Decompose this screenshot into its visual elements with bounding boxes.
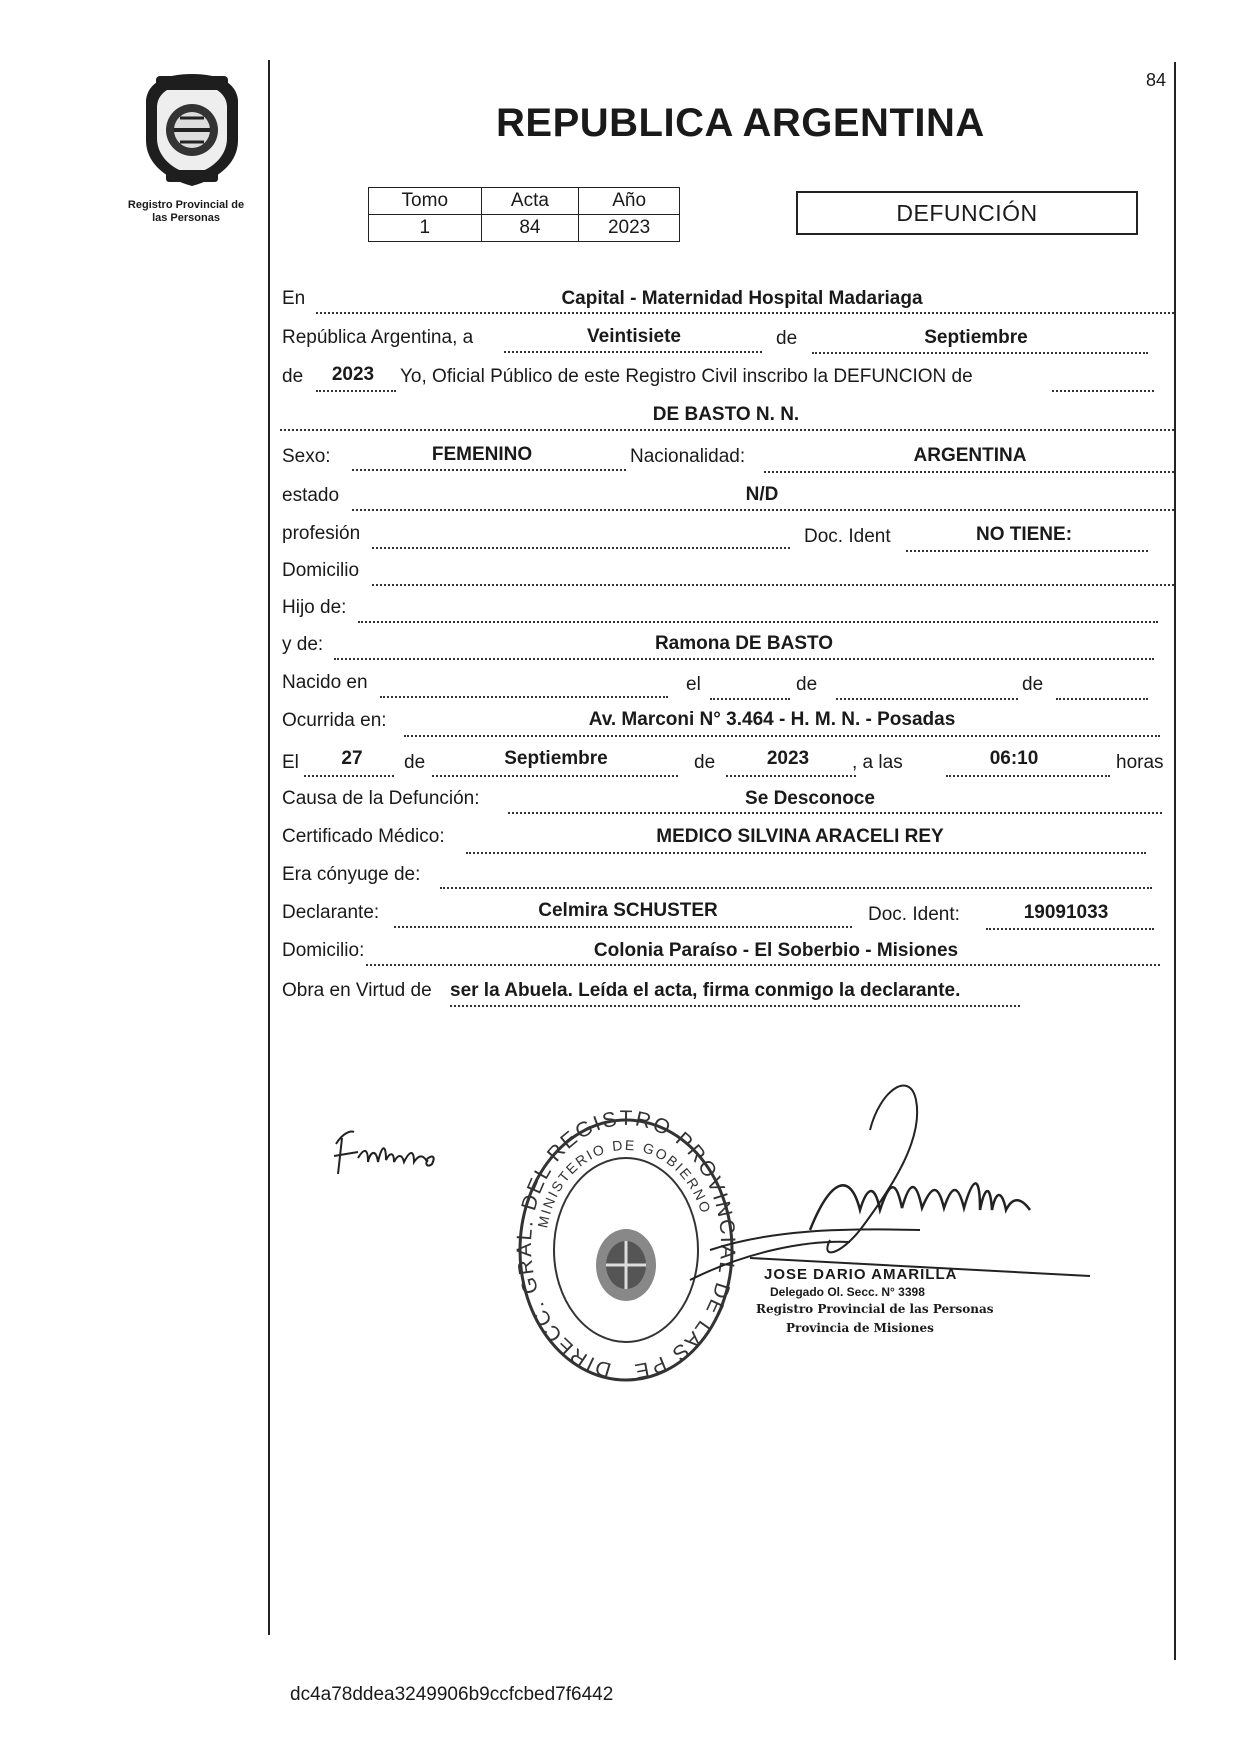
- conyuge-label: Era cónyuge de:: [282, 864, 421, 885]
- death-month-dotline: [432, 775, 678, 777]
- causa-label: Causa de la Defunción:: [282, 788, 480, 809]
- ocurrida-value: Av. Marconi N° 3.464 - H. M. N. - Posadas: [588, 709, 956, 730]
- nacido-de1-label: de: [796, 674, 818, 695]
- day-words-value: Veintisiete: [587, 326, 681, 347]
- acta-header: Acta: [481, 188, 579, 215]
- doc-ident2-label: Doc. Ident:: [868, 904, 960, 925]
- de3-label: de: [404, 752, 426, 773]
- yo-dotline: [1052, 390, 1154, 392]
- horas-label: horas: [1116, 752, 1164, 773]
- year-value: 2023: [331, 364, 375, 385]
- estado-dotline: [352, 509, 1174, 511]
- tomo-value: 1: [369, 215, 482, 242]
- nacionalidad-dotline: [764, 471, 1174, 473]
- sexo-dotline: [352, 469, 626, 471]
- hijo-dotline: [358, 621, 1158, 623]
- el2-label: El: [282, 752, 299, 773]
- nacionalidad-label: Nacionalidad:: [630, 446, 746, 467]
- anio-header: Año: [579, 188, 680, 215]
- causa-dotline: [508, 812, 1162, 814]
- republica-label: República Argentina, a: [282, 327, 474, 348]
- svg-text:DIRECC. GRAL. DEL REGISTRO PRO: DIRECC. GRAL. DEL REGISTRO PROVINCIAL DE LAS PERSONAS: [506, 1097, 740, 1383]
- acta-value: 84: [481, 215, 579, 242]
- domicilio2-dotline: [366, 964, 1160, 966]
- nacido-label: Nacido en: [282, 672, 368, 693]
- death-month-value: Septiembre: [504, 748, 608, 769]
- doc-ident-value: NO TIENE:: [975, 524, 1073, 545]
- en-dotline: [316, 312, 1174, 314]
- obra-dotline: [450, 1005, 1020, 1007]
- death-day-dotline: [304, 775, 394, 777]
- place-value: Capital - Maternidad Hospital Madariaga: [561, 288, 923, 309]
- provincial-seal-icon: [136, 70, 248, 188]
- profesion-dotline: [372, 547, 790, 549]
- declarante-value: Celmira SCHUSTER: [538, 900, 718, 921]
- causa-value: Se Desconoce: [745, 788, 875, 809]
- document-hash: dc4a78ddea3249906b9ccfcbed7f6442: [290, 1684, 614, 1705]
- profesion-label: profesión: [282, 523, 361, 544]
- el-label: el: [686, 674, 701, 695]
- svg-text:MINISTERIO DE GOBIERNO: MINISTERIO DE GOBIERNO: [534, 1136, 715, 1230]
- deceased-name-value: DE BASTO N. N.: [652, 404, 800, 425]
- nacido-de2-label: de: [1022, 674, 1044, 695]
- officer-registry: Registro Provincial de las Personas: [756, 1302, 994, 1316]
- domicilio-label: Domicilio: [282, 560, 360, 581]
- death-year-value: 2023: [766, 748, 810, 769]
- obra-value: ser la Abuela. Leída el acta, firma conmigo la declarante.: [450, 980, 961, 1001]
- death-day-value: 27: [341, 748, 363, 769]
- death-time-dotline: [946, 775, 1110, 777]
- obra-label: Obra en Virtud de: [282, 980, 432, 1001]
- conyuge-dotline: [440, 887, 1152, 889]
- officer-province: Provincia de Misiones: [786, 1321, 934, 1335]
- officer-title: Delegado Ol. Secc. N° 3398: [770, 1285, 925, 1299]
- domicilio-dotline: [372, 584, 1174, 586]
- registry-label: [106, 199, 266, 225]
- certificado-dotline: [466, 852, 1146, 854]
- document-title: REPUBLICA ARGENTINA: [496, 101, 985, 145]
- domicilio2-label: Domicilio:: [282, 940, 365, 961]
- reference-table: [368, 187, 680, 242]
- yo-text: Yo, Oficial Público de este Registro Civil inscribo la DEFUNCION de: [400, 366, 973, 387]
- alas-label: , a las: [852, 752, 903, 773]
- el-dotline: [710, 698, 790, 700]
- declarante-label: Declarante:: [282, 902, 380, 923]
- record-type-box: DEFUNCIÓN: [796, 191, 1138, 235]
- nacido-de1-dotline: [836, 698, 1018, 700]
- estado-value: N/D: [745, 484, 779, 505]
- ocurrida-dotline: [404, 735, 1160, 737]
- registry-emblem: [136, 70, 248, 188]
- registry-label-line1: Registro Provincial de: [127, 199, 245, 211]
- nacido-dotline: [380, 696, 668, 698]
- left-margin-line: [268, 60, 270, 1635]
- nacionalidad-value: ARGENTINA: [913, 445, 1027, 466]
- sexo-label: Sexo:: [282, 446, 331, 467]
- ocurrida-label: Ocurrida en:: [282, 710, 387, 731]
- death-year-dotline: [726, 775, 856, 777]
- month-dotline: [812, 352, 1148, 354]
- doc-ident-label: Doc. Ident: [804, 526, 891, 547]
- registry-label-line2: las Personas: [152, 212, 220, 224]
- reference-table-header-row: [369, 188, 680, 215]
- certificado-label: Certificado Médico:: [282, 826, 445, 847]
- hijo-label: Hijo de:: [282, 597, 347, 618]
- day-dotline: [504, 351, 762, 353]
- month-value: Septiembre: [924, 327, 1028, 348]
- doc-ident2-value: 19091033: [1023, 902, 1109, 923]
- mother-value: Ramona DE BASTO: [654, 633, 834, 654]
- en-label: En: [282, 288, 306, 309]
- declarante-dotline: [394, 926, 852, 928]
- reference-table-value-row: [369, 215, 680, 242]
- death-time-value: 06:10: [989, 748, 1039, 769]
- page-number: 84: [1146, 70, 1167, 90]
- anio-value: 2023: [579, 215, 680, 242]
- tomo-header: Tomo: [369, 188, 482, 215]
- certificado-value: MEDICO SILVINA ARACELI REY: [656, 826, 944, 847]
- officer-name: JOSE DARIO AMARILLA: [764, 1266, 958, 1283]
- right-margin-line: [1174, 62, 1176, 1660]
- de-label: de: [776, 328, 798, 349]
- sexo-value: FEMENINO: [431, 444, 533, 465]
- estado-label: estado: [282, 485, 340, 506]
- de4-label: de: [694, 752, 716, 773]
- doc-ident-dotline: [906, 550, 1148, 552]
- officer-signature: [690, 1080, 1110, 1320]
- nacido-de2-dotline: [1056, 698, 1148, 700]
- ydea-dotline: [334, 658, 1154, 660]
- domicilio2-value: Colonia Paraíso - El Soberbio - Misiones: [593, 940, 959, 961]
- year-de-label: de: [282, 366, 304, 387]
- declarant-signature: [328, 1114, 468, 1184]
- ydea-label: y de:: [282, 634, 324, 655]
- name-dotline: [280, 429, 1174, 431]
- doc-ident2-dotline: [986, 928, 1154, 930]
- coat-of-arms-icon: [596, 1229, 656, 1301]
- year-dotline: [316, 390, 396, 392]
